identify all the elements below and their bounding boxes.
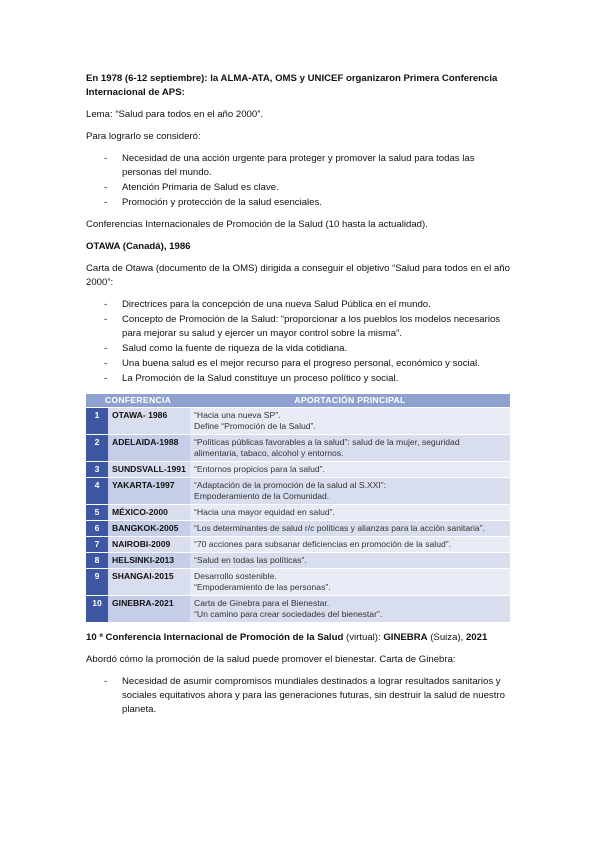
conference-contribution — [190, 435, 510, 462]
document-content — [86, 72, 516, 725]
ginebra-heading-part5: 2021 — [465, 632, 488, 643]
table-row — [86, 505, 510, 521]
ginebra-heading-part4: (Suiza), — [427, 632, 466, 643]
row-number: 7 — [86, 537, 108, 553]
contribution-line: “Hacia una mayor equidad en salud”. — [194, 507, 335, 517]
contribution-line: “Adaptación de la promoción de la salud al S.XXI”: — [194, 480, 387, 490]
list-item: - Una buena salud es el mejor recurso para el progreso personal, económico y social. — [86, 357, 516, 371]
table-row — [86, 569, 510, 596]
row-number: 8 — [86, 553, 108, 569]
row-number: 6 — [86, 521, 108, 537]
ginebra-heading-part3: GINEBRA — [383, 632, 428, 643]
conference-contribution — [190, 408, 510, 435]
conference-name: SUNDSVALL-1991 — [108, 462, 190, 478]
contribution-line: Desarrollo sostenible. — [194, 571, 277, 581]
table-row — [86, 435, 510, 462]
list-item: - La Promoción de la Salud constituye un proceso político y social. — [86, 372, 516, 386]
conference-contribution — [190, 596, 510, 623]
row-number: 4 — [86, 478, 108, 505]
list-item: - Necesidad de asumir compromisos mundiales destinados a lograr resultados sanitarios y sociales equitativos ahora y para las generaciones futuras, sin destruir la salud de nuestro planeta. — [86, 675, 516, 717]
conference-contribution — [190, 462, 510, 478]
ginebra-heading — [86, 631, 516, 645]
conference-name: BANGKOK-2005 — [108, 521, 190, 537]
contribution-line: “Salud en todas las políticas”. — [194, 555, 307, 565]
ginebra-text: Abordó cómo la promoción de la salud puede promover el bienestar. Carta de Ginebra: — [86, 654, 456, 665]
contribution-line: Define “Promoción de la Salud”. — [194, 421, 316, 431]
intro-heading: En 1978 (6-12 septiembre): la ALMA-ATA, OMS y UNICEF organizaron Primera Conferencia Internacional de APS: — [86, 73, 498, 98]
contribution-line: “Políticas públicas favorables a la salud”: salud de la mujer, seguridad alimentaria, tabaco, alcohol y entornos. — [194, 437, 460, 458]
contribution-line: “Un camino para crear sociedades del bienestar”. — [194, 609, 383, 619]
ginebra-list — [86, 675, 516, 717]
table-row — [86, 596, 510, 623]
conference-contribution — [190, 569, 510, 596]
list-item: - Directrices para la concepción de una nueva Salud Pública en el mundo. — [86, 298, 516, 312]
conference-name: OTAWA- 1986 — [108, 408, 190, 435]
contribution-line: “70 acciones para subsanar deficiencias en promoción de la salud”. — [194, 539, 452, 549]
row-number: 1 — [86, 408, 108, 435]
row-number: 5 — [86, 505, 108, 521]
conference-name: HELSINKI-2013 — [108, 553, 190, 569]
list-item: - Promoción y protección de la salud esenciales. — [86, 196, 516, 210]
conference-name: ADELAIDA-1988 — [108, 435, 190, 462]
ginebra-heading-part2: (virtual): — [343, 632, 384, 643]
row-number: 3 — [86, 462, 108, 478]
conference-name: GINEBRA-2021 — [108, 596, 190, 623]
row-number: 9 — [86, 569, 108, 596]
conference-contribution — [190, 553, 510, 569]
conferences-table — [86, 394, 510, 623]
list-item: - Atención Primaria de Salud es clave. — [86, 181, 516, 195]
conferencias-text: Conferencias Internacionales de Promoción de la Salud (10 hasta la actualidad). — [86, 219, 428, 230]
contribution-line: “Empoderamiento de las personas”. — [194, 582, 331, 592]
otawa-carta-text: Carta de Otawa (documento de la OMS) dirigida a conseguir el objetivo “Salud para todos en el año 2000”: — [86, 263, 510, 288]
contribution-line: Empoderamiento de la Comunidad. — [194, 491, 330, 501]
otawa-list — [86, 298, 516, 386]
header-aportacion: APORTACIÓN PRINCIPAL — [190, 394, 510, 408]
conference-contribution — [190, 478, 510, 505]
table-row — [86, 408, 510, 435]
lema-text: Lema: “Salud para todos en el año 2000”. — [86, 109, 264, 120]
intro-list — [86, 152, 516, 210]
list-item: - Necesidad de una acción urgente para proteger y promover la salud para todas las personas del mundo. — [86, 152, 516, 180]
conference-name: YAKARTA-1997 — [108, 478, 190, 505]
row-number: 10 — [86, 596, 108, 623]
contribution-line: Carta de Ginebra para el Bienestar. — [194, 598, 330, 608]
contribution-line: “Los determinantes de salud r/c políticas y alianzas para la acción sanitaria”. — [194, 523, 485, 533]
list-item: - Concepto de Promoción de la Salud: “proporcionar a los pueblos los modelos necesarios para mejorar su salud y ejercer un mayor control sobre la misma”. — [86, 313, 516, 341]
table-row — [86, 553, 510, 569]
ginebra-heading-part1: 10 ª Conferencia Internacional de Promoción de la Salud — [86, 632, 344, 643]
table-body — [86, 408, 510, 623]
table-row — [86, 478, 510, 505]
header-conferencia: CONFERENCIA — [86, 394, 190, 408]
contribution-line: “Entornos propicios para la salud”. — [194, 464, 325, 474]
table-row — [86, 521, 510, 537]
list-item: - Salud como la fuente de riqueza de la vida cotidiana. — [86, 342, 516, 356]
conference-name: SHANGAI-2015 — [108, 569, 190, 596]
conference-name: MÉXICO-2000 — [108, 505, 190, 521]
table-row — [86, 462, 510, 478]
contribution-line: “Hacia una nueva SP”. — [194, 410, 281, 420]
conference-contribution — [190, 505, 510, 521]
conference-contribution — [190, 537, 510, 553]
table-header-row — [86, 394, 510, 408]
otawa-heading: OTAWA (Canadá), 1986 — [86, 241, 191, 252]
conference-name: NAIROBI-2009 — [108, 537, 190, 553]
conference-contribution — [190, 521, 510, 537]
table-row — [86, 537, 510, 553]
para-lograrlo-text: Para lograrlo se consideró: — [86, 131, 201, 142]
row-number: 2 — [86, 435, 108, 462]
